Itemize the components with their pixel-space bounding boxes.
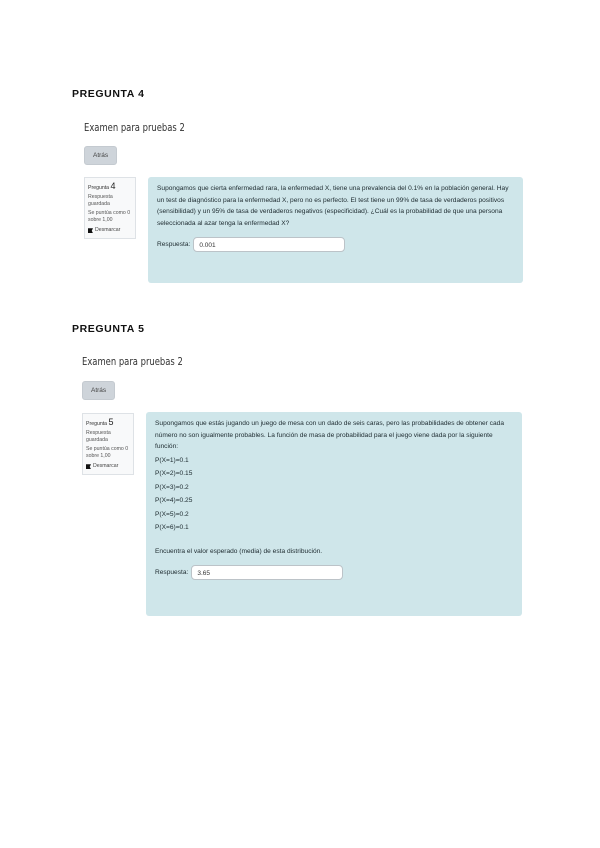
question-final-text: Encuentra el valor esperado (media) de esta distribución. [155,547,323,555]
answer-input[interactable]: 3.65 [191,565,343,580]
question-text: Supongamos que cierta enfermedad rara, la enfermedad X, tiene una prevalencia del 0.1% en la población general. Hay un test de diagnóstico para la enfermedad X, pero no es perfecto. El test tiene un 99% de tasa de verdaderos positivos (sensibilidad) y un 95% de tasa de verdaderos negativos (especificidad). ¿Cuál es la probabilidad de que una persona seleccionada al azar tenga la enfermedad X? [157,185,509,227]
back-button-q5[interactable]: Atrás [82,381,115,400]
answer-row [157,237,514,252]
question-number-q5 [86,416,130,428]
answer-row [155,565,513,580]
flag-label: Desmarcar [95,227,121,234]
pmf-line: P(X=1)=0.1 [155,456,189,464]
question-content-q5 [146,412,522,616]
question-number: 5 [108,417,114,427]
question-info-q4 [84,177,136,239]
flag-icon [88,228,93,233]
question-points: Se puntúa como 0 sobre 1,00 [88,210,131,224]
question-points: Se puntúa como 0 sobre 1,00 [86,446,129,460]
section-heading-q5: PREGUNTA 5 [72,323,145,335]
question-prefix: Pregunta [86,421,108,427]
question-prefix: Pregunta [88,185,110,191]
back-button-q4[interactable]: Atrás [84,146,117,165]
flag-question-link[interactable] [88,227,132,234]
answer-label: Respuesta: [155,569,189,577]
pmf-line: P(X=3)=0.2 [155,483,189,491]
question-info-q5 [82,413,134,475]
question-text: Supongamos que estás jugando un juego de mesa con un dado de seis caras, pero las probabilidades de obtener cada número no son igualmente probables. La función de masa de probabilidad para el juego viene dada por la siguiente función: [155,420,504,451]
pmf-line: P(X=2)=0.15 [155,470,193,478]
flag-question-link[interactable] [86,463,130,470]
answer-status: Respuesta guardada [88,194,113,208]
question-content-q4 [148,177,523,283]
flag-label: Desmarcar [93,463,119,470]
pmf-line: P(X=4)=0.25 [155,497,193,505]
flag-icon [86,464,91,469]
pmf-line: P(X=6)=0.1 [155,524,189,532]
exam-title-q5: Examen para pruebas 2 [82,355,183,368]
section-heading-q4: PREGUNTA 4 [72,88,145,100]
answer-input[interactable]: 0.001 [193,237,345,252]
question-number: 4 [110,181,116,191]
exam-title-q4: Examen para pruebas 2 [84,121,185,134]
question-number-q4 [88,180,132,192]
answer-status: Respuesta guardada [86,430,111,444]
pmf-line: P(X=5)=0.2 [155,510,189,518]
answer-label: Respuesta: [157,240,191,248]
